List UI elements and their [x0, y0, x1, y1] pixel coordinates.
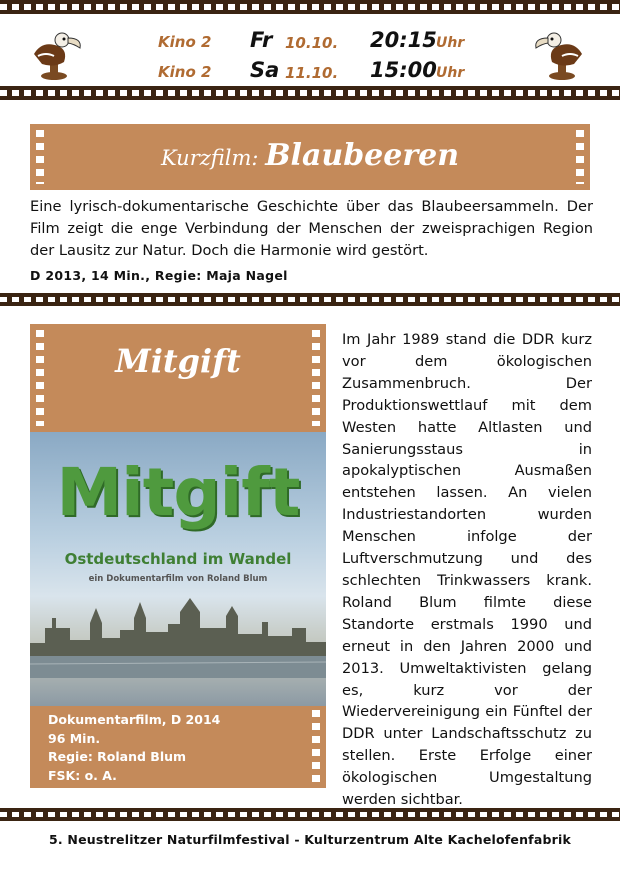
- film-strip-divider: [0, 293, 620, 306]
- schedule-day: Sa: [250, 58, 280, 82]
- film-strip-top: [0, 0, 620, 14]
- schedule-time: 20:15: [370, 28, 437, 52]
- film2-spec-duration: 96 Min.: [48, 730, 101, 746]
- film2-spec-director: Regie: Roland Blum: [48, 749, 187, 764]
- film2-spec-genre: Dokumentarfilm, D 2014: [48, 712, 221, 727]
- poster-title: Mitgift: [56, 454, 300, 531]
- film1-meta: D 2013, 14 Min., Regie: Maja Nagel: [30, 268, 288, 283]
- schedule-venue: Kino 2: [158, 63, 212, 81]
- film1-title-banner: [30, 124, 590, 190]
- film1-title-prefix: Kurzfilm:: [160, 146, 266, 170]
- festival-footer: 5. Neustrelitzer Naturfilmfestival - Kulturzentrum Alte Kachelofenfabrik: [49, 832, 571, 847]
- schedule-row: [158, 28, 488, 58]
- film1-title-main: Blaubeeren: [265, 138, 460, 173]
- schedule-venue: Kino 2: [158, 33, 212, 51]
- film2-description: Im Jahr 1989 stand die DDR kurz vor dem ökologischen Zusammenbruch. Der Produktionswettlauf mit dem Westen hatte Altlasten und Sanierungsstaus in apokalyptischen Ausmaßen entstehen lassen. An vielen Industriestandorten wurden Menschen infolge der Luftverschmutzung und des schlechten Trinkwassers krank. Roland Blum filmte diese Standorte erstmals 1990 und erneut in den Jahren 2000 und 2013. Umweltaktivisten gelang es, kurz vor der Wiedervereinigung ein Fünftel der DDR unter Landschaftsschutz zu stellen. Erste Erfolge einer ökologischen Umgestaltung werden sichtbar.: [342, 331, 592, 809]
- schedule-date: 10.10.: [285, 34, 339, 52]
- schedule-date: 11.10.: [285, 64, 339, 82]
- film2-poster: [30, 432, 326, 706]
- film-strip-bottom: [0, 808, 620, 821]
- bird-mascot-icon: [532, 28, 592, 80]
- bird-mascot-icon: [24, 28, 84, 80]
- film1-description: Eine lyrisch-dokumentarische Geschichte über das Blaubeersammeln. Der Film zeigt die enge Verbindung der Menschen der zweisprachigen Region der Lausitz zur Natur. Doch die Harmonie wird gestört.: [30, 198, 593, 259]
- schedule-unit: Uhr: [436, 65, 465, 81]
- poster-byline: ein Dokumentarfilm von Roland Blum: [88, 574, 268, 584]
- film2-specs-panel: [30, 706, 326, 788]
- film2-title: Mitgift: [115, 342, 241, 380]
- film2-title-banner: [30, 324, 326, 432]
- film-strip-header-bottom: [0, 86, 620, 100]
- poster-subtitle: Ostdeutschland im Wandel: [64, 550, 292, 568]
- film2-spec-rating: FSK: o. A.: [48, 767, 117, 783]
- film1-title: [30, 138, 590, 173]
- city-skyline-image: [30, 588, 326, 678]
- schedule-day: Fr: [250, 28, 273, 52]
- schedule-time: 15:00: [370, 58, 437, 82]
- schedule-row: [158, 58, 488, 88]
- schedule-unit: Uhr: [436, 35, 465, 51]
- screening-schedule: [158, 28, 488, 88]
